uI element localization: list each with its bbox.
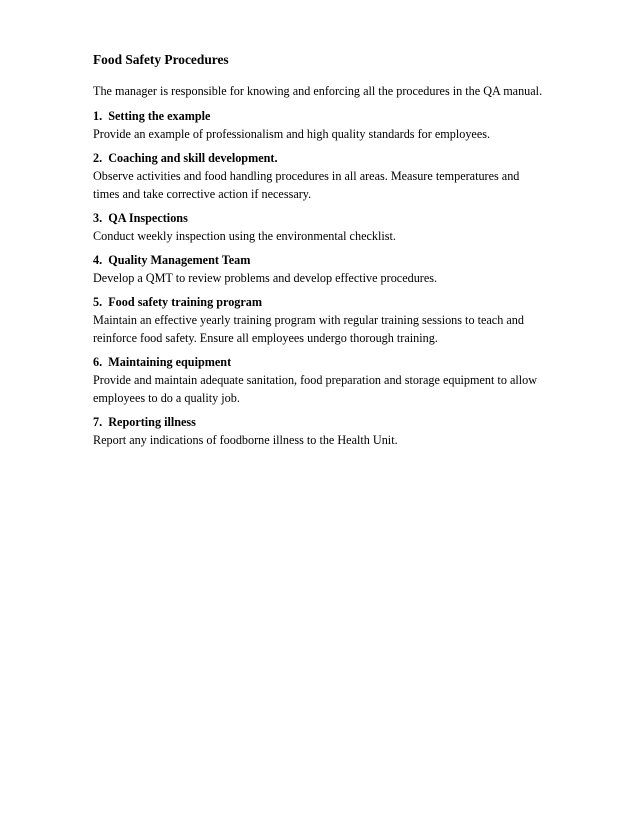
section-heading: 6. Maintaining equipment <box>93 355 232 369</box>
section-training-program <box>93 293 545 347</box>
section-body: Provide and maintain adequate sanitation, food preparation and storage equipment to allow employees to do a quality job. <box>93 373 538 405</box>
section-qa-inspections <box>93 209 545 245</box>
section-body: Develop a QMT to review problems and develop effective procedures. <box>93 271 438 285</box>
section-body: Observe activities and food handling procedures in all areas. Measure temperatures and times and take corrective action if necessary. <box>93 169 520 201</box>
section-body: Provide an example of professionalism and high quality standards for employees. <box>93 127 491 141</box>
document-page <box>93 51 545 455</box>
section-quality-management-team <box>93 251 545 287</box>
section-heading: 4. Quality Management Team <box>93 253 251 267</box>
section-coaching <box>93 149 545 203</box>
section-heading: 2. Coaching and skill development. <box>93 151 278 165</box>
section-body: Conduct weekly inspection using the environmental checklist. <box>93 229 396 243</box>
section-maintaining-equipment <box>93 353 545 407</box>
section-heading: 7. Reporting illness <box>93 415 196 429</box>
section-setting-example <box>93 107 545 143</box>
section-heading: 5. Food safety training program <box>93 295 263 309</box>
intro-paragraph: The manager is responsible for knowing and enforcing all the procedures in the QA manual. <box>93 84 543 98</box>
section-body: Maintain an effective yearly training program with regular training sessions to teach and reinforce food safety. Ensure all employees undergo thorough training. <box>93 313 524 345</box>
section-heading: 3. QA Inspections <box>93 211 188 225</box>
document-title: Food Safety Procedures <box>93 52 229 67</box>
section-body: Report any indications of foodborne illness to the Health Unit. <box>93 433 398 447</box>
section-heading: 1. Setting the example <box>93 109 211 123</box>
section-reporting-illness <box>93 413 545 449</box>
